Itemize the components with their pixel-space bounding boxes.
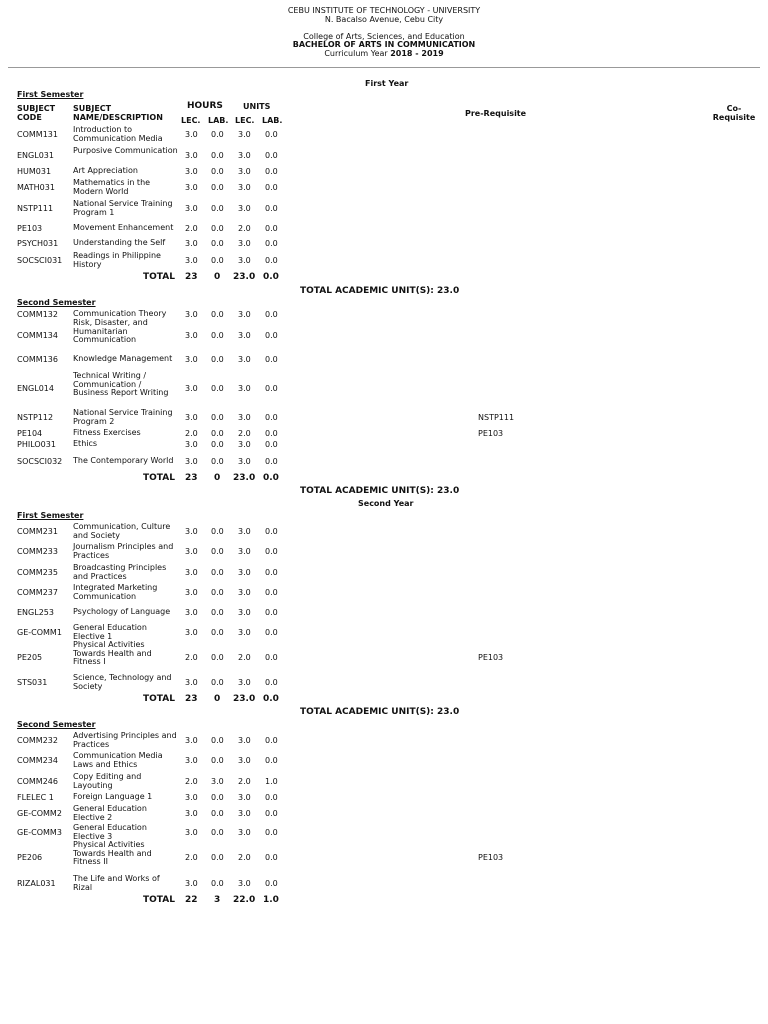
total-units-lab: 0.0 bbox=[263, 694, 279, 704]
hours-lec-value: 3.0 bbox=[185, 879, 198, 888]
units-lec-value: 3.0 bbox=[238, 440, 251, 449]
units-lab-value: 0.0 bbox=[265, 239, 278, 248]
subject-code: COMM233 bbox=[17, 547, 58, 556]
hours-lab-value: 0.0 bbox=[211, 457, 224, 466]
hours-lec-value: 2.0 bbox=[185, 853, 198, 862]
curriculum-year: 2018 - 2019 bbox=[390, 49, 444, 58]
units-lab-value: 0.0 bbox=[265, 167, 278, 176]
units-lab-value: 0.0 bbox=[265, 331, 278, 340]
units-lab-value: 0.0 bbox=[265, 355, 278, 364]
subject-name: Broadcasting Principles and Practices bbox=[73, 563, 167, 581]
curriculum-year-line bbox=[0, 49, 768, 59]
units-lec-value: 3.0 bbox=[238, 678, 251, 687]
hours-lab-value: 0.0 bbox=[211, 151, 224, 160]
units-lab-value: 0.0 bbox=[265, 653, 278, 662]
subject-code: COMM246 bbox=[17, 777, 58, 786]
units-lec-value: 3.0 bbox=[238, 151, 251, 160]
hours-lab-value: 0.0 bbox=[211, 568, 224, 577]
units-lab-value: 0.0 bbox=[265, 413, 278, 422]
units-lab-value: 0.0 bbox=[265, 736, 278, 745]
col-hours-lab: LAB. bbox=[208, 116, 229, 125]
subject-code: SOCSCI032 bbox=[17, 457, 63, 466]
subject-code: PE206 bbox=[17, 853, 43, 862]
total-hours-lab: 0 bbox=[214, 473, 221, 483]
total-units-lec: 22.0 bbox=[233, 895, 256, 905]
hours-lab-value: 0.0 bbox=[211, 879, 224, 888]
subject-code: COMM131 bbox=[17, 130, 58, 139]
hours-lab-value: 0.0 bbox=[211, 331, 224, 340]
units-lab-value: 0.0 bbox=[265, 853, 278, 862]
subject-name: Art Appreciation bbox=[73, 166, 138, 175]
subject-code: COMM132 bbox=[17, 310, 58, 319]
hours-lec-value: 2.0 bbox=[185, 777, 198, 786]
total-units-lec: 23.0 bbox=[233, 473, 256, 483]
hours-lec-value: 3.0 bbox=[185, 183, 198, 192]
subject-name: Understanding the Self bbox=[73, 238, 166, 247]
hours-lec-value: 2.0 bbox=[185, 429, 198, 438]
subject-name: Introduction to Communication Media bbox=[73, 125, 163, 143]
units-lec-value: 3.0 bbox=[238, 457, 251, 466]
units-lec-value: 3.0 bbox=[238, 608, 251, 617]
hours-lec-value: 3.0 bbox=[185, 167, 198, 176]
subject-name: Communication, Culture and Society bbox=[73, 522, 171, 540]
units-lec-value: 3.0 bbox=[238, 310, 251, 319]
hours-lab-value: 0.0 bbox=[211, 588, 224, 597]
hours-lab-value: 0.0 bbox=[211, 809, 224, 818]
units-lec-value: 3.0 bbox=[238, 239, 251, 248]
units-lab-value: 0.0 bbox=[265, 588, 278, 597]
semester-title: Second Semester bbox=[17, 720, 96, 729]
hours-lab-value: 0.0 bbox=[211, 440, 224, 449]
hours-lab-value: 0.0 bbox=[211, 429, 224, 438]
hours-lab-value: 0.0 bbox=[211, 239, 224, 248]
units-lec-value: 3.0 bbox=[238, 568, 251, 577]
units-lab-value: 0.0 bbox=[265, 384, 278, 393]
units-lab-value: 0.0 bbox=[265, 429, 278, 438]
total-units-lab: 0.0 bbox=[263, 272, 279, 282]
hours-lec-value: 3.0 bbox=[185, 413, 198, 422]
subject-name: Journalism Principles and Practices bbox=[73, 542, 174, 560]
col-hours-lec: LEC. bbox=[181, 116, 201, 125]
hours-lab-value: 0.0 bbox=[211, 628, 224, 637]
subject-code: HUM031 bbox=[17, 167, 52, 176]
subject-code: COMM237 bbox=[17, 588, 58, 597]
subject-name: Foreign Language 1 bbox=[73, 792, 153, 801]
hours-lab-value: 0.0 bbox=[211, 183, 224, 192]
hours-lab-value: 0.0 bbox=[211, 355, 224, 364]
subject-code: COMM232 bbox=[17, 736, 58, 745]
hours-lec-value: 3.0 bbox=[185, 440, 198, 449]
hours-lec-value: 3.0 bbox=[185, 809, 198, 818]
units-lec-value: 3.0 bbox=[238, 167, 251, 176]
subject-code: PHILO031 bbox=[17, 440, 56, 449]
col-corequisite: Co- Requisite bbox=[712, 104, 756, 122]
hours-lab-value: 0.0 bbox=[211, 256, 224, 265]
total-label: TOTAL bbox=[143, 272, 175, 282]
col-hours: HOURS bbox=[187, 101, 223, 111]
total-academic-units: TOTAL ACADEMIC UNIT(S): 23.0 bbox=[300, 286, 460, 296]
total-units-lec: 23.0 bbox=[233, 694, 256, 704]
subject-name: General Education Elective 2 bbox=[73, 804, 147, 822]
college-name: College of Arts, Sciences, and Education bbox=[303, 32, 465, 41]
subject-name: Communication Theory bbox=[73, 309, 167, 318]
subject-code: GE-COMM2 bbox=[17, 809, 62, 818]
units-lab-value: 1.0 bbox=[265, 777, 278, 786]
units-lab-value: 0.0 bbox=[265, 828, 278, 837]
total-units-lab: 0.0 bbox=[263, 473, 279, 483]
subject-code: COMM235 bbox=[17, 568, 58, 577]
subject-name: General Education Elective 3 bbox=[73, 823, 147, 841]
units-lec-value: 2.0 bbox=[238, 429, 251, 438]
subject-name: Communication Media Laws and Ethics bbox=[73, 751, 163, 769]
subject-name: Purposive Communication bbox=[73, 146, 178, 155]
hours-lab-value: 0.0 bbox=[211, 413, 224, 422]
units-lec-value: 3.0 bbox=[238, 628, 251, 637]
units-lec-value: 2.0 bbox=[238, 777, 251, 786]
hours-lab-value: 0.0 bbox=[211, 167, 224, 176]
units-lab-value: 0.0 bbox=[265, 628, 278, 637]
units-lab-value: 0.0 bbox=[265, 256, 278, 265]
units-lec-value: 3.0 bbox=[238, 413, 251, 422]
units-lec-value: 2.0 bbox=[238, 653, 251, 662]
units-lab-value: 0.0 bbox=[265, 183, 278, 192]
subject-name: Copy Editing and Layouting bbox=[73, 772, 142, 790]
hours-lab-value: 3.0 bbox=[211, 777, 224, 786]
hours-lec-value: 3.0 bbox=[185, 151, 198, 160]
hours-lec-value: 3.0 bbox=[185, 527, 198, 536]
subject-name: General Education Elective 1 bbox=[73, 623, 147, 641]
subject-name: Advertising Principles and Practices bbox=[73, 731, 177, 749]
units-lec-value: 3.0 bbox=[238, 547, 251, 556]
hours-lab-value: 0.0 bbox=[211, 384, 224, 393]
prerequisite-value: PE103 bbox=[478, 853, 504, 862]
hours-lec-value: 3.0 bbox=[185, 384, 198, 393]
institution-address: N. Bacalso Avenue, Cebu City bbox=[324, 15, 444, 24]
hours-lec-value: 3.0 bbox=[185, 828, 198, 837]
subject-name: Technical Writing / Communication / Business Report Writing bbox=[73, 371, 169, 397]
hours-lec-value: 3.0 bbox=[185, 355, 198, 364]
total-hours-lec: 23 bbox=[185, 473, 198, 483]
subject-code: COMM234 bbox=[17, 756, 58, 765]
hours-lab-value: 0.0 bbox=[211, 310, 224, 319]
hours-lab-value: 0.0 bbox=[211, 828, 224, 837]
units-lab-value: 0.0 bbox=[265, 224, 278, 233]
hours-lec-value: 3.0 bbox=[185, 547, 198, 556]
subject-code: PSYCH031 bbox=[17, 239, 59, 248]
prerequisite-value: PE103 bbox=[478, 653, 504, 662]
subject-name: Psychology of Language bbox=[73, 607, 171, 616]
col-subject-code: SUBJECT CODE bbox=[17, 104, 56, 122]
units-lec-value: 3.0 bbox=[238, 355, 251, 364]
units-lec-value: 3.0 bbox=[238, 879, 251, 888]
units-lab-value: 0.0 bbox=[265, 130, 278, 139]
units-lab-value: 0.0 bbox=[265, 151, 278, 160]
subject-code: COMM134 bbox=[17, 331, 58, 340]
hours-lab-value: 0.0 bbox=[211, 793, 224, 802]
units-lec-value: 3.0 bbox=[238, 256, 251, 265]
subject-code: ENGL253 bbox=[17, 608, 54, 617]
hours-lec-value: 3.0 bbox=[185, 756, 198, 765]
subject-name: National Service Training Program 2 bbox=[73, 408, 173, 426]
units-lec-value: 3.0 bbox=[238, 384, 251, 393]
units-lec-value: 3.0 bbox=[238, 331, 251, 340]
subject-code: COMM231 bbox=[17, 527, 58, 536]
hours-lec-value: 3.0 bbox=[185, 588, 198, 597]
semester-title: First Semester bbox=[17, 90, 84, 99]
subject-code: PE103 bbox=[17, 224, 43, 233]
total-hours-lab: 0 bbox=[214, 272, 221, 282]
units-lab-value: 0.0 bbox=[265, 879, 278, 888]
units-lab-value: 0.0 bbox=[265, 440, 278, 449]
total-hours-lec: 22 bbox=[185, 895, 198, 905]
hours-lab-value: 0.0 bbox=[211, 756, 224, 765]
subject-code: COMM136 bbox=[17, 355, 58, 364]
total-hours-lec: 23 bbox=[185, 272, 198, 282]
hours-lec-value: 3.0 bbox=[185, 628, 198, 637]
units-lab-value: 0.0 bbox=[265, 204, 278, 213]
total-hours-lec: 23 bbox=[185, 694, 198, 704]
header-divider bbox=[8, 67, 760, 68]
subject-code: SOCSCI031 bbox=[17, 256, 63, 265]
col-units-lec: LEC. bbox=[235, 116, 255, 125]
subject-name: Science, Technology and Society bbox=[73, 673, 172, 691]
subject-code: MATH031 bbox=[17, 183, 55, 192]
hours-lec-value: 3.0 bbox=[185, 256, 198, 265]
subject-name: Knowledge Management bbox=[73, 354, 173, 363]
col-units: UNITS bbox=[243, 102, 271, 111]
subject-code: NSTP111 bbox=[17, 204, 54, 213]
units-lec-value: 3.0 bbox=[238, 130, 251, 139]
subject-code: ENGL014 bbox=[17, 384, 54, 393]
subject-code: ENGL031 bbox=[17, 151, 54, 160]
subject-name: The Life and Works of Rizal bbox=[73, 874, 160, 892]
institution-name: CEBU INSTITUTE OF TECHNOLOGY - UNIVERSITY bbox=[287, 6, 481, 15]
subject-name: Physical Activities Towards Health and Fitness II bbox=[73, 840, 152, 866]
subject-name: Ethics bbox=[73, 439, 98, 448]
subject-code: PE205 bbox=[17, 653, 43, 662]
total-units-lab: 1.0 bbox=[263, 895, 279, 905]
subject-name: Risk, Disaster, and Humanitarian Communication bbox=[73, 318, 148, 344]
program-title: BACHELOR OF ARTS IN COMMUNICATION bbox=[292, 40, 476, 49]
hours-lab-value: 0.0 bbox=[211, 853, 224, 862]
hours-lec-value: 3.0 bbox=[185, 310, 198, 319]
units-lab-value: 0.0 bbox=[265, 457, 278, 466]
units-lab-value: 0.0 bbox=[265, 527, 278, 536]
total-hours-lab: 0 bbox=[214, 694, 221, 704]
total-label: TOTAL bbox=[143, 895, 175, 905]
units-lab-value: 0.0 bbox=[265, 608, 278, 617]
semester-title: Second Semester bbox=[17, 298, 96, 307]
units-lec-value: 2.0 bbox=[238, 853, 251, 862]
subject-code: NSTP112 bbox=[17, 413, 54, 422]
year-label-second: Second Year bbox=[358, 499, 414, 508]
subject-name: Mathematics in the Modern World bbox=[73, 178, 151, 196]
hours-lab-value: 0.0 bbox=[211, 527, 224, 536]
units-lec-value: 3.0 bbox=[238, 588, 251, 597]
hours-lec-value: 3.0 bbox=[185, 568, 198, 577]
hours-lec-value: 3.0 bbox=[185, 331, 198, 340]
hours-lec-value: 3.0 bbox=[185, 678, 198, 687]
hours-lab-value: 0.0 bbox=[211, 736, 224, 745]
hours-lec-value: 3.0 bbox=[185, 736, 198, 745]
total-academic-units: TOTAL ACADEMIC UNIT(S): 23.0 bbox=[300, 707, 460, 717]
units-lec-value: 3.0 bbox=[238, 183, 251, 192]
hours-lec-value: 3.0 bbox=[185, 793, 198, 802]
units-lab-value: 0.0 bbox=[265, 793, 278, 802]
subject-name: Readings in Philippine History bbox=[73, 251, 161, 269]
hours-lab-value: 0.0 bbox=[211, 130, 224, 139]
units-lec-value: 3.0 bbox=[238, 527, 251, 536]
units-lab-value: 0.0 bbox=[265, 756, 278, 765]
units-lec-value: 3.0 bbox=[238, 756, 251, 765]
subject-code: GE-COMM3 bbox=[17, 828, 62, 837]
total-academic-units: TOTAL ACADEMIC UNIT(S): 23.0 bbox=[300, 486, 460, 496]
total-units-lec: 23.0 bbox=[233, 272, 256, 282]
hours-lec-value: 3.0 bbox=[185, 608, 198, 617]
subject-name: Physical Activities Towards Health and Fitness I bbox=[73, 640, 152, 666]
subject-code: STS031 bbox=[17, 678, 48, 687]
hours-lab-value: 0.0 bbox=[211, 678, 224, 687]
semester-title: First Semester bbox=[17, 511, 84, 520]
col-prerequisite: Pre-Requisite bbox=[465, 109, 527, 118]
subject-name: Movement Enhancement bbox=[73, 223, 174, 232]
hours-lec-value: 2.0 bbox=[185, 224, 198, 233]
total-hours-lab: 3 bbox=[214, 895, 221, 905]
units-lec-value: 3.0 bbox=[238, 736, 251, 745]
units-lab-value: 0.0 bbox=[265, 809, 278, 818]
col-units-lab: LAB. bbox=[262, 116, 283, 125]
units-lec-value: 3.0 bbox=[238, 793, 251, 802]
units-lec-value: 3.0 bbox=[238, 828, 251, 837]
hours-lab-value: 0.0 bbox=[211, 653, 224, 662]
units-lec-value: 3.0 bbox=[238, 204, 251, 213]
hours-lab-value: 0.0 bbox=[211, 547, 224, 556]
col-subject-name: SUBJECT NAME/DESCRIPTION bbox=[73, 104, 163, 122]
hours-lec-value: 2.0 bbox=[185, 653, 198, 662]
prerequisite-value: NSTP111 bbox=[478, 413, 515, 422]
units-lab-value: 0.0 bbox=[265, 547, 278, 556]
subject-code: PE104 bbox=[17, 429, 43, 438]
subject-code: RIZAL031 bbox=[17, 879, 56, 888]
hours-lab-value: 0.0 bbox=[211, 204, 224, 213]
curriculum-prefix: Curriculum Year bbox=[324, 49, 391, 58]
hours-lab-value: 0.0 bbox=[211, 608, 224, 617]
units-lec-value: 3.0 bbox=[238, 809, 251, 818]
hours-lab-value: 0.0 bbox=[211, 224, 224, 233]
total-label: TOTAL bbox=[143, 694, 175, 704]
prerequisite-value: PE103 bbox=[478, 429, 504, 438]
subject-code: FLELEC 1 bbox=[17, 793, 54, 802]
subject-name: National Service Training Program 1 bbox=[73, 199, 173, 217]
units-lab-value: 0.0 bbox=[265, 678, 278, 687]
hours-lec-value: 3.0 bbox=[185, 130, 198, 139]
units-lec-value: 2.0 bbox=[238, 224, 251, 233]
units-lab-value: 0.0 bbox=[265, 310, 278, 319]
hours-lec-value: 3.0 bbox=[185, 457, 198, 466]
units-lab-value: 0.0 bbox=[265, 568, 278, 577]
year-label-first: First Year bbox=[365, 79, 409, 88]
hours-lec-value: 3.0 bbox=[185, 204, 198, 213]
hours-lec-value: 3.0 bbox=[185, 239, 198, 248]
total-label: TOTAL bbox=[143, 473, 175, 483]
subject-name: The Contemporary World bbox=[73, 456, 174, 465]
subject-name: Fitness Exercises bbox=[73, 428, 141, 437]
subject-code: GE-COMM1 bbox=[17, 628, 62, 637]
subject-name: Integrated Marketing Communication bbox=[73, 583, 158, 601]
